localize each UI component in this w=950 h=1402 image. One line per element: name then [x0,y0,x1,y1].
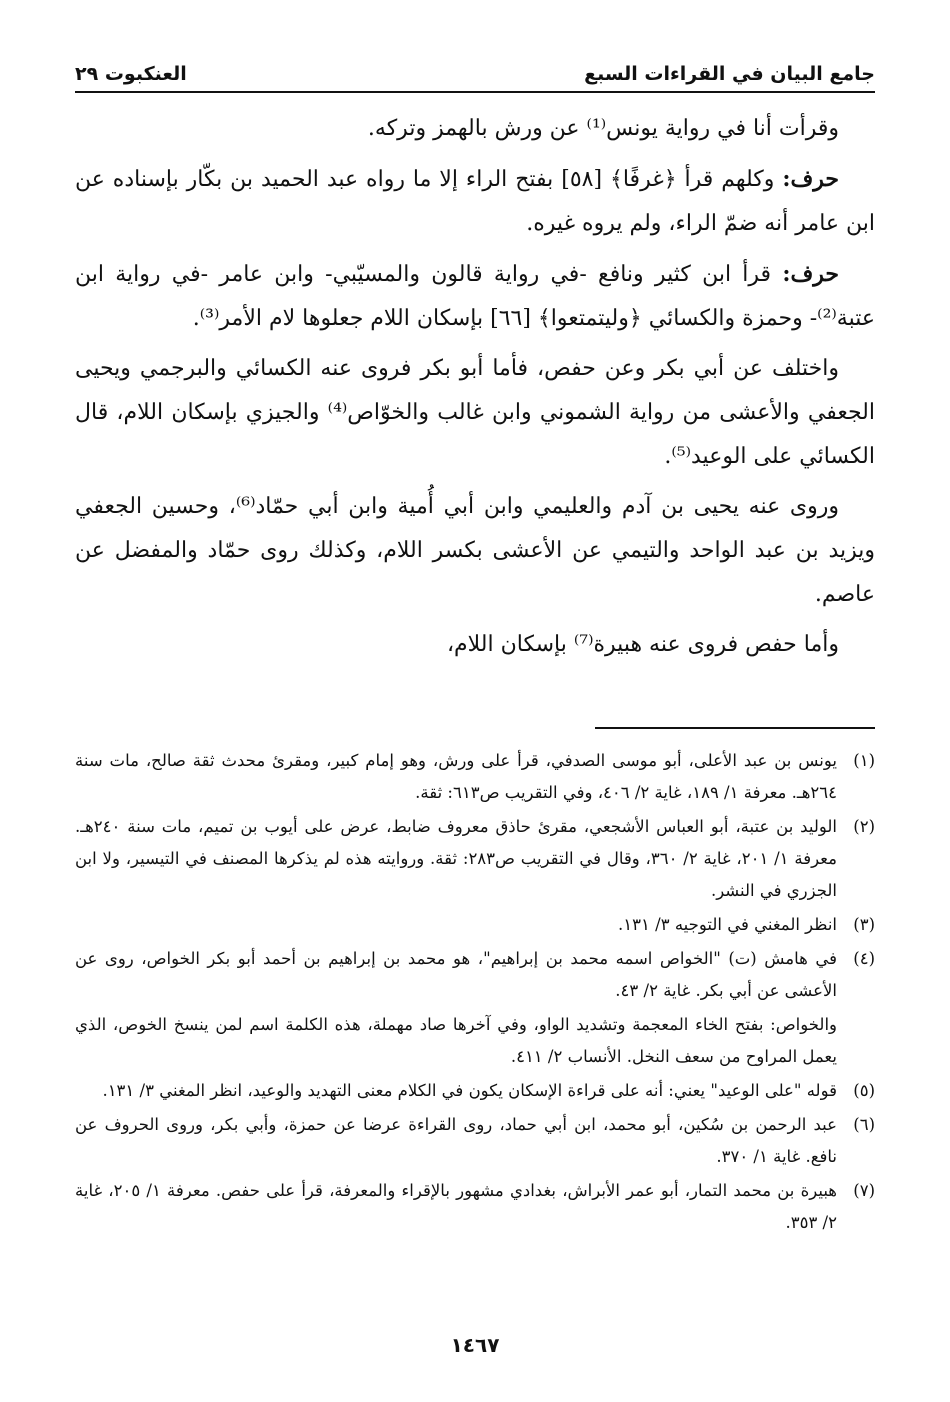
footnotes [75,745,875,1241]
surah-label: العنكبوت ٢٩ [75,63,187,85]
footnote-6 [75,1109,875,1173]
paragraph-5: وروى عنه يحيى بن آدم والعليمي وابن أبي أُمية وابن أبي حمّاد⁽⁶⁾، وحسين الجعفي ويزيد بن عبد الواحد والتيمي عن الأعشى بكسر اللام، وكذلك روى حمّاد والمفضل عن عاصم. [75,494,875,607]
main-text [75,107,875,667]
footnote-7 [75,1175,875,1239]
footnote-number: (٧) [853,1181,875,1200]
paragraph-6: وأما حفص فروى عنه هبيرة⁽⁷⁾ بإسكان اللام، [446,632,839,657]
footnote-4-continuation [75,1009,875,1073]
paragraph-2-text: وكلهم قرأ ﴿غرفًا﴾ [٥٨] بفتح الراء إلا ما رواه عبد الحميد بن بكّار بإسناده عن ابن عامر أنه ضمّ الراء، ولم يروه غيره. [75,167,875,236]
paragraph-2-label: حرف: [782,166,839,192]
paragraph-2 [75,157,875,246]
footnote-3 [75,909,875,941]
book-title: جامع البيان في القراءات السبع [584,63,875,85]
footnote-text: الوليد بن عتبة، أبو العباس الأشجعي، مقرئ حاذق معروف ضابط، عرض على أيوب بن تميم، مات سنة ٢٤٠هـ. معرفة ١/ ٢٠١، غاية ٢/ ٣٦٠، وقال في التقريب ص٢٨٣: ثقة. وروايته هذه لم يذكرها المصنف في التيسير، ولا ابن الجزري في النشر. [75,817,837,900]
paragraph-3-label: حرف: [782,261,839,287]
footnote-number: (٤) [853,949,875,968]
book-page [75,55,875,1375]
paragraph-3-text: قرأ ابن كثير ونافع -في رواية قالون والمسيّبي- وابن عامر -في رواية ابن عتبة⁽²⁾- وحمزة والكسائي ﴿وليتمتعوا﴾ [٦٦] بإسكان اللام جعلوها لام الأمر⁽³⁾. [75,262,875,331]
footnote-5 [75,1075,875,1107]
footnote-number: (١) [853,751,875,770]
footnote-text: انظر المغني في التوجيه ٣/ ١٣١. [618,915,837,934]
footnote-number: (٣) [853,915,875,934]
page-number: ١٤٦٧ [450,1333,500,1357]
footnote-text: يونس بن عبد الأعلى، أبو موسى الصدفي، قرأ على ورش، وهو إمام كبير، ومقرئ محدث ثقة صالح، مات سنة ٢٦٤هـ. معرفة ١/ ١٨٩، غاية ٢/ ٤٠٦، وفي التقريب ص٦١٣: ثقة. [75,751,837,802]
footnote-text: قوله "على الوعيد" يعني: أنه على قراءة الإسكان يكون في الكلام معنى التهديد والوعيد، انظر المغني ٣/ ١٣١. [102,1081,837,1100]
footnote-text: والخواص: بفتح الخاء المعجمة وتشديد الواو، وفي آخرها صاد مهملة، هذه الكلمة اسم لمن ينسخ الخوص، الذي يعمل المراوح من سعف النخل. الأنساب ٢/ ٤١١. [75,1015,837,1066]
footnote-number: (٢) [853,817,875,836]
running-header [75,55,875,93]
paragraph-4: واختلف عن أبي بكر وعن حفص، فأما أبو بكر فروى عنه الكسائي والبرجمي ويحيى الجعفي والأعشى من رواية الشموني وابن غالب والخوّاص⁽⁴⁾ والجيزي بإسكان اللام، قال الكسائي على الوعيد⁽⁵⁾. [75,356,875,469]
footnote-number: (٥) [853,1081,875,1100]
footnote-1 [75,745,875,809]
footnote-text: هبيرة بن محمد التمار، أبو عمر الأبراش، بغدادي مشهور بالإقراء والمعرفة، قرأ على حفص. معرفة ١/ ٢٠٥، غاية ٢/ ٣٥٣. [75,1181,838,1232]
footnote-text: في هامش (ت) "الخواص اسمه محمد بن إبراهيم"، هو محمد بن إبراهيم بن أحمد أبو بكر الخواص، روى عن الأعشى عن أبي بكر. غاية ٢/ ٤٣. [75,949,837,1000]
footnote-number: (٦) [853,1115,875,1134]
footnote-separator [595,727,875,729]
paragraph-3 [75,252,875,341]
footnote-2 [75,811,875,907]
footnote-text: عبد الرحمن بن سُكين، أبو محمد، ابن أبي حماد، روى القراءة عرضا عن حمزة، وأبي بكر، وروى الحروف عن نافع. غاية ١/ ٣٧٠. [75,1115,837,1166]
paragraph-1: وقرأت أنا في رواية يونس⁽¹⁾ عن ورش بالهمز وتركه. [367,116,839,141]
footnote-4 [75,943,875,1007]
